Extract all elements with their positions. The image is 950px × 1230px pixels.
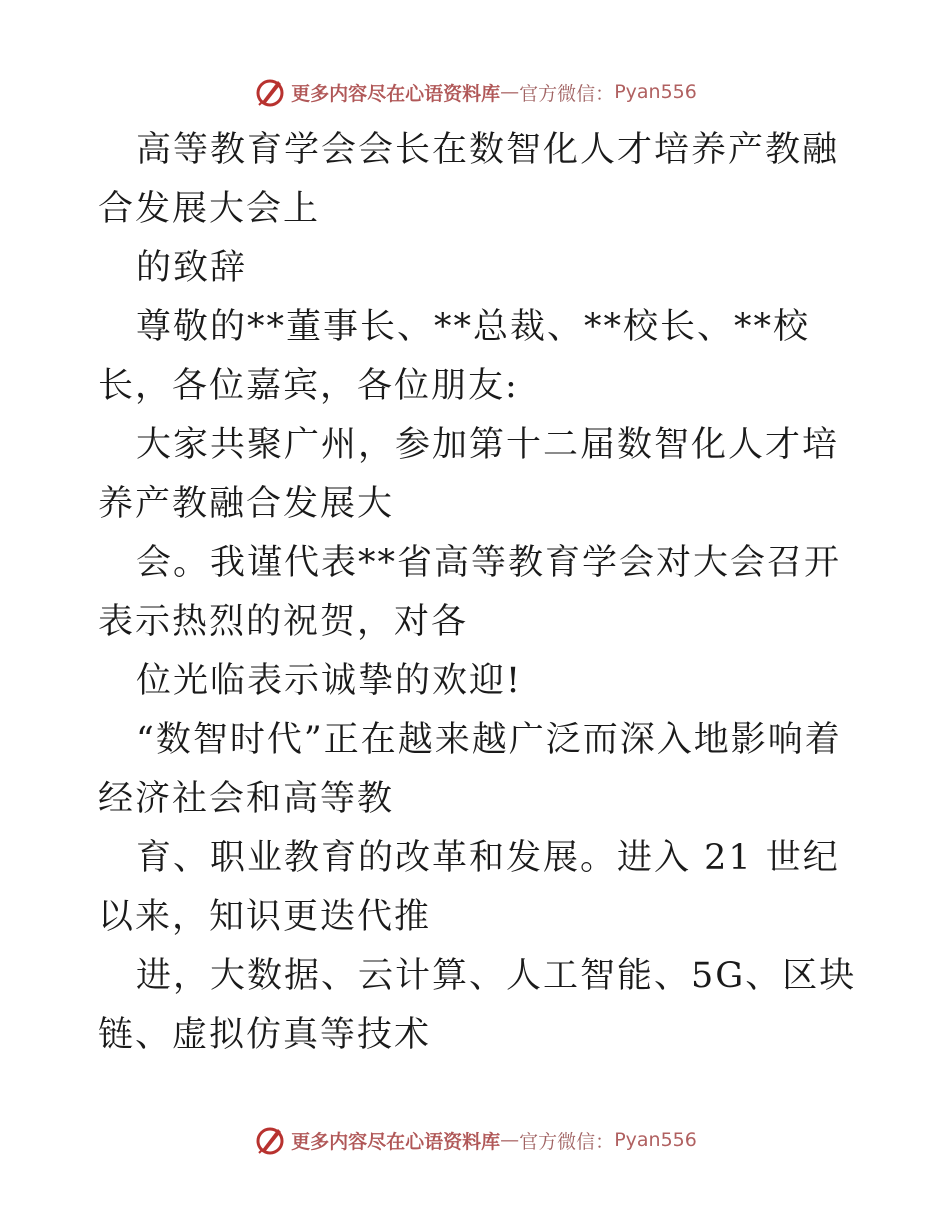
document-paragraph: 进，大数据、云计算、人工智能、5G、区块链、虚拟仿真等技术	[98, 956, 857, 1055]
banner-wechat-id: Pyan556	[614, 81, 697, 103]
banner-wechat-label: 官方微信：	[519, 1130, 615, 1153]
banner-site-text: 更多内容尽在心语资料库	[291, 1130, 501, 1153]
banner-wechat-id: Pyan556	[614, 1129, 697, 1151]
document-body	[98, 121, 858, 1065]
footer-watermark-banner	[0, 1120, 950, 1160]
header-watermark-banner	[0, 72, 950, 112]
quill-pen-logo-icon	[253, 75, 287, 109]
banner-site-text: 更多内容尽在心语资料库	[291, 82, 501, 105]
quill-pen-logo-icon	[253, 1123, 287, 1157]
document-paragraph: 位光临表示诚挚的欢迎!	[136, 661, 523, 701]
document-paragraph: 尊敬的**董事长、**总裁、**校长、**校长，各位嘉宾，各位朋友:	[98, 307, 811, 406]
document-paragraph: 大家共聚广州，参加第十二届数智化人才培养产教融合发展大	[98, 425, 840, 524]
document-paragraph: 会。我谨代表**省高等教育学会对大会召开表示热烈的祝贺，对各	[98, 543, 842, 642]
banner-separator: —	[500, 1129, 520, 1151]
banner-wechat-label: 官方微信：	[519, 82, 615, 105]
document-paragraph: “数智时代”正在越来越广泛而深入地影响着经济社会和高等教	[98, 720, 842, 819]
document-paragraph: 高等教育学会会长在数智化人才培养产教融合发展大会上	[98, 130, 840, 229]
document-paragraph: 的致辞	[136, 248, 248, 288]
banner-separator: —	[500, 81, 520, 103]
document-paragraph: 育、职业教育的改革和发展。进入 21 世纪以来，知识更迭代推	[98, 838, 840, 937]
